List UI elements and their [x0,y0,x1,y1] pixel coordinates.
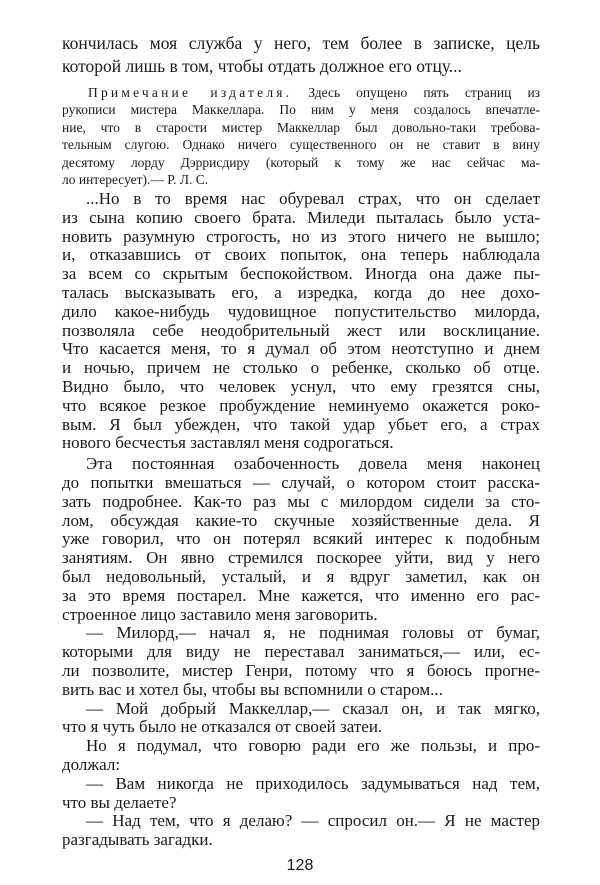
text-line: уже говорил, что он потерял всякий интерес к подобным [62,529,540,549]
note-line: тельным слугою. Однако ничего существенного он не ставит в вину [62,137,540,153]
text-line: — Вам никогда не приходилось задумываться над тем, [86,773,540,793]
text-line: до попытки вмешаться — случай, о котором стоит расска- [62,472,540,492]
paragraph-2 [62,455,540,850]
text-line: — Над тем, что я делаю? — спросил он.— Я не мастер [86,811,540,831]
text-line: за всем со скрытым беспокойством. Иногда она даже пы- [62,264,540,284]
text-line: что я чуть было не отказался от своей затеи. [62,717,383,737]
text-line: ли позволите, мистер Генри, потому что я боюсь прогне- [62,660,540,680]
text-line: талась высказывать его, а изредка, когда до нее дохо- [62,282,540,302]
text-line: Видно было, что человек уснул, что ему грезятся сны, [62,376,540,396]
continued-text [62,32,540,78]
text-line: и, отказавшись от своих попыток, она теперь наблюдала [62,245,540,265]
text-line: новить разумную строгость, но из этого ничего не вышло; [62,226,540,246]
text-line: Эта постоянная озабоченность довела меня наконец [86,454,540,474]
note-first-line [62,84,540,101]
note-line: рукописи мистера Маккеллара. По ним у меня создалось впечатле- [62,102,540,118]
text-line: Но я подумал, что говорю ради его же пользы, и про- [86,736,540,756]
text-line: занятиям. Он явно стремился поскорее уйти, вид у него [62,548,540,568]
text-line: ...Но в то время нас обуревал страх, что он сделает [86,189,540,208]
text-line: и ночью, причем не столько о ребенке, сколько об отце. [62,358,540,378]
body-text [62,190,540,850]
text-line: вить вас и хотел бы, чтобы вы вспомнили о старом... [62,679,443,699]
text-line: разгадывать загадки. [62,830,213,850]
note-line: ло интересует).— Р. Л. С. [62,172,209,188]
note-line: ние, что в старости мистер Маккеллар был довольно-таки требова- [62,119,540,135]
text-line: лом, обсуждая какие-то скучные хозяйственные дела. Я [62,510,540,530]
text-line: которой лишь в том, чтобы отдать должное его отцу... [62,56,462,76]
text-line: был недовольный, усталый, и я вдруг заметил, как он [62,566,540,586]
text-line: вым. Я был убежден, что такой удар убьет его, а страх [62,414,540,434]
text-line: — Милорд,— начал я, не поднимая головы от бумаг, [86,623,540,643]
note-text: Здесь опущено пять страниц из [308,85,541,100]
text-line: за это время постарел. Мне кажется, что именно его рас- [62,585,540,605]
text-line: нового бесчестья заставлял меня содрогаться. [62,433,394,453]
text-line: должал: [62,754,121,774]
text-line: кончилась моя служба у него, тем более в записке, цель [62,33,540,53]
paragraph-1 [62,190,540,453]
page-number: 128 [286,857,314,874]
editor-note [62,84,540,188]
text-line: что всякое резкое пробуждение неминуемо окажется роко- [62,395,540,415]
text-line: — Мой добрый Маккеллар,— сказал он, и так мягко, [86,698,540,718]
text-line: которыми для виду не переставал заниматься,— или, ес- [62,642,540,662]
text-line: дило какое-нибудь чудовищное попустительство милорда, [62,301,540,321]
text-line: что вы делаете? [62,792,177,812]
text-line: зать подробнее. Как-то раз мы с милордом сидели за сто- [62,491,540,511]
note-label: Примечание издателя. [88,85,293,100]
note-line: десятому лорду Дэррисдиру (который к тому же нас сейчас ма- [62,154,540,170]
text-line: позволяла себе неодобрительный жест или восклицание. [62,320,540,340]
text-line: строенное лицо заставило меня заговорить. [62,604,378,624]
text-line: Что касается меня, то я думал об этом неотступно и днем [62,339,540,359]
text-line: из сына копию своего брата. Миледи пыталась было уста- [62,207,540,227]
